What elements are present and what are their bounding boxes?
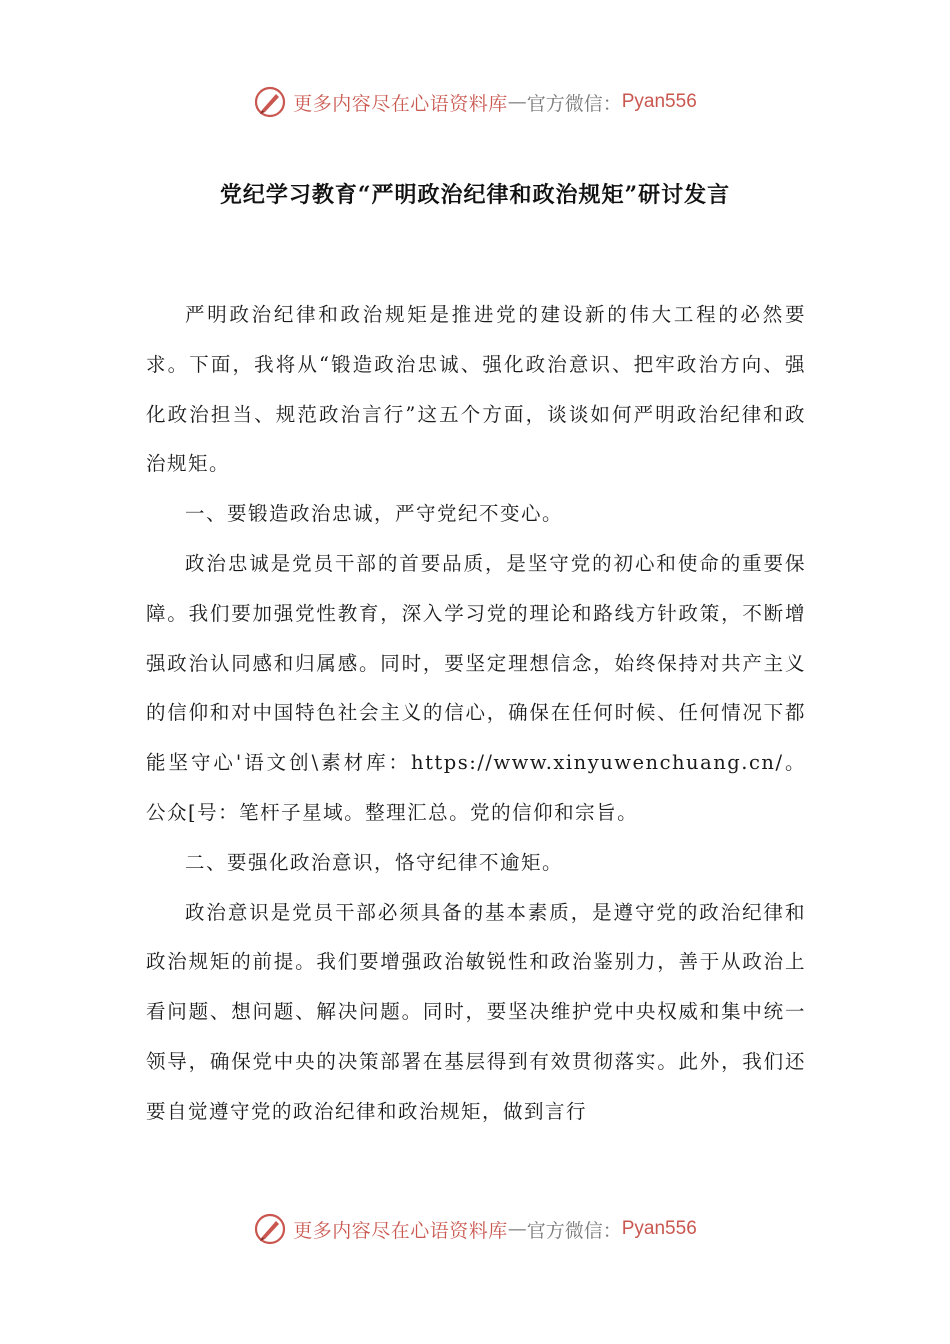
pen-logo-icon bbox=[253, 85, 287, 119]
paragraph-section-1: 政治忠诚是党员干部的首要品质，是坚守党的初心和使命的重要保障。我们要加强党性教育，深入学习党的理论和路线方针政策，不断增强政治认同感和归属感。同时，要坚定理想信念，始终保持对共产主义的信仰和对中国特色社会主义的信心，确保在任何时候、任何情况下都能坚守心'语文创\素材库：https://www.xinyuwenchuang.cn/。公众[号：笔杆子星域。整理汇总。党的信仰和宗旨。 bbox=[146, 551, 806, 824]
paragraph-section-2: 政治意识是党员干部必须具备的基本素质，是遵守党的政治纪律和政治规矩的前提。我们要增强政治敏锐性和政治鉴别力，善于从政治上看问题、想问题、解决问题。同时，要坚决维护党中央权威和集中统一领导，确保党中央的决策部署在基层得到有效贯彻落实。此外，我们还要自觉遵守党的政治纪律和政治规矩，做到言行 bbox=[146, 900, 806, 1123]
banner-wechat-id: Pyan556 bbox=[621, 91, 697, 112]
banner-separator: — bbox=[507, 1218, 527, 1240]
banner-site-text: 更多内容尽在心语资料库 bbox=[293, 1219, 508, 1242]
section-heading-1: 一、要锻造政治忠诚，严守党纪不变心。 bbox=[185, 502, 564, 526]
banner-wechat-label: 官方微信： bbox=[526, 1219, 622, 1242]
banner-site-text: 更多内容尽在心语资料库 bbox=[293, 92, 508, 115]
footer-banner bbox=[0, 1209, 950, 1249]
document-body bbox=[146, 290, 806, 1137]
document-title: 党纪学习教育“严明政治纪律和政治规矩”研讨发言 bbox=[219, 182, 731, 208]
section-heading-2: 二、要强化政治意识，恪守纪律不逾矩。 bbox=[185, 850, 564, 874]
paragraph-intro: 严明政治纪律和政治规矩是推进党的建设新的伟大工程的必然要求。下面，我将从“锻造政治忠诚、强化政治意识、把牢政治方向、强化政治担当、规范政治言行”这五个方面，谈谈如何严明政治纪律和政治规矩。 bbox=[146, 303, 806, 476]
banner-wechat-label: 官方微信： bbox=[526, 92, 622, 115]
header-banner bbox=[0, 82, 950, 122]
banner-separator: — bbox=[507, 91, 527, 113]
pen-logo-icon bbox=[253, 1212, 287, 1246]
banner-wechat-id: Pyan556 bbox=[621, 1218, 697, 1239]
